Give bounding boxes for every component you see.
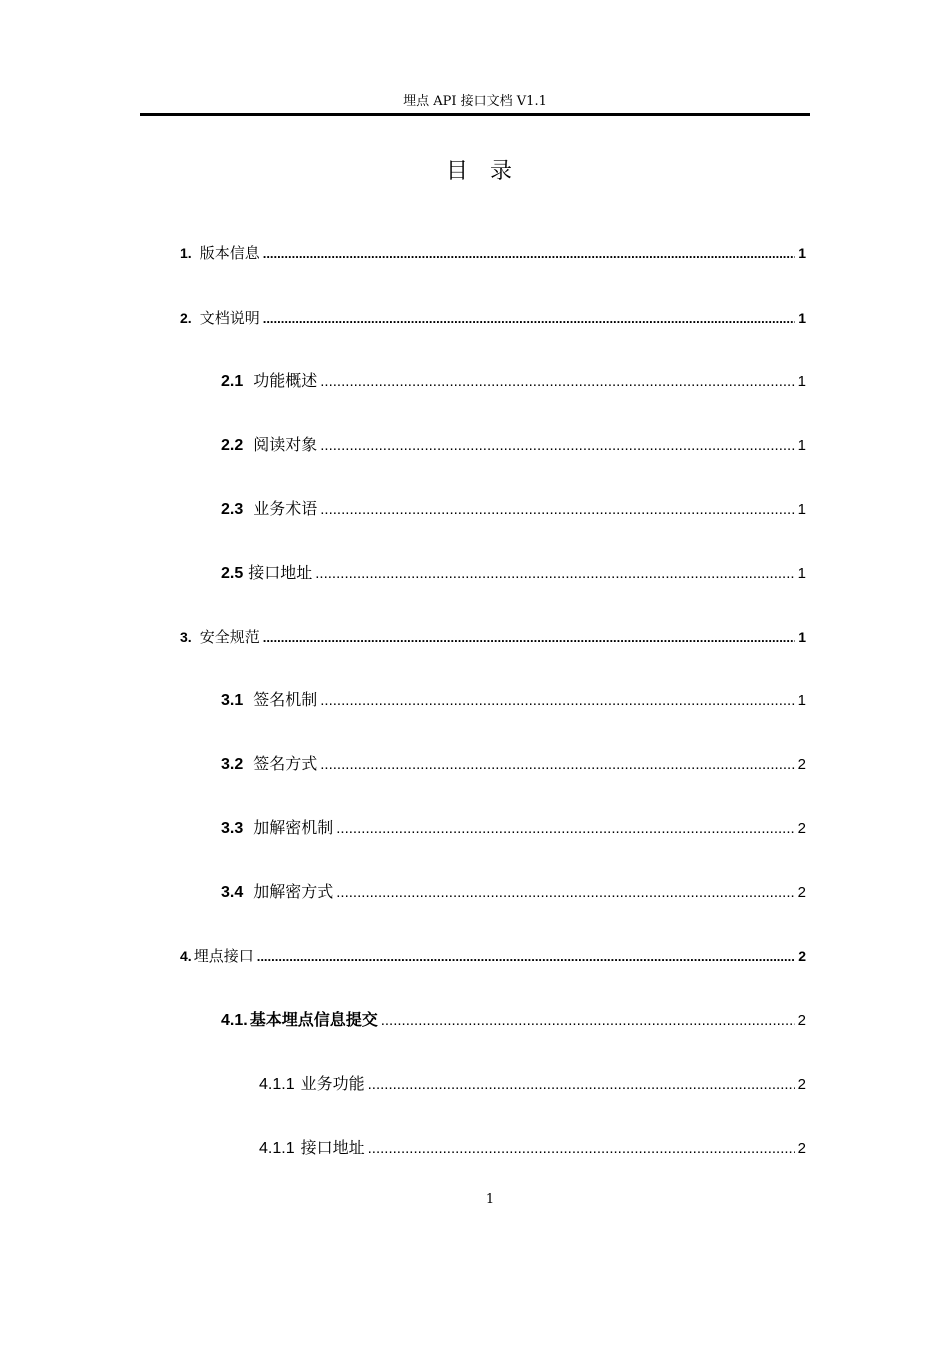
toc-entry-title: 业务术语 — [253, 499, 318, 518]
toc-leader-dots — [320, 756, 794, 773]
toc-entry-title: 加解密机制 — [253, 818, 334, 837]
toc-entry-number: 2. — [180, 310, 192, 326]
toc-leader-dots — [263, 246, 796, 261]
toc-entry-number: 3.1 — [221, 692, 244, 709]
toc-entry-page: 2 — [797, 1076, 806, 1093]
toc-entry-page: 1 — [798, 629, 806, 645]
toc-leader-dots — [336, 884, 794, 901]
toc-entry-title: 签名方式 — [253, 754, 318, 773]
toc-leader-dots — [368, 1140, 795, 1157]
header-rule — [140, 113, 810, 116]
page-number: 1 — [485, 1192, 495, 1207]
toc-entry-page: 1 — [797, 565, 806, 582]
toc-entry-number: 4.1.1 — [259, 1076, 295, 1093]
toc-entry[interactable] — [221, 560, 806, 583]
toc-entry-title: 埋点接口 — [193, 947, 254, 965]
toc-entry[interactable] — [221, 751, 806, 774]
toc-entry[interactable] — [180, 626, 806, 647]
toc-entry-title: 功能概述 — [253, 371, 318, 390]
toc-entry[interactable] — [221, 1007, 806, 1030]
toc-entry-page: 2 — [798, 948, 806, 964]
toc-leader-dots — [320, 373, 794, 390]
toc-entry-title: 阅读对象 — [253, 435, 318, 454]
toc-leader-dots — [336, 820, 794, 837]
toc-entry[interactable] — [221, 496, 806, 519]
toc-entry-title: 版本信息 — [199, 244, 260, 262]
toc-entry[interactable] — [221, 432, 806, 455]
toc-entry-title: 接口地址 — [300, 1138, 365, 1157]
toc-entry-title: 签名机制 — [253, 690, 318, 709]
toc-leader-dots — [320, 437, 794, 454]
toc-leader-dots — [320, 501, 794, 518]
toc-entry-title: 业务功能 — [300, 1074, 365, 1093]
toc-entry[interactable] — [180, 242, 806, 263]
toc-entry-number: 3.3 — [221, 820, 244, 837]
toc-entry-title: 安全规范 — [199, 628, 260, 646]
toc-entry-title: 文档说明 — [199, 309, 260, 327]
toc-entry-number: 3.4 — [221, 884, 244, 901]
toc-entry-number: 4.1. — [221, 1012, 248, 1029]
toc-title: 目录 — [445, 159, 534, 184]
toc-entry[interactable] — [259, 1071, 806, 1094]
toc-entry-number: 1. — [180, 245, 192, 261]
toc-entry[interactable] — [180, 307, 806, 328]
toc-leader-dots — [257, 949, 796, 964]
toc-entry-number: 2.5 — [221, 565, 244, 582]
toc-entry-title: 基本埋点信息提交 — [249, 1010, 378, 1029]
toc-entry-page: 1 — [798, 245, 806, 261]
toc-entry-page: 1 — [797, 437, 806, 454]
toc-leader-dots — [320, 692, 794, 709]
toc-entry-number: 4.1.1 — [259, 1140, 295, 1157]
toc-entry-page: 2 — [797, 820, 806, 837]
toc-leader-dots — [368, 1076, 795, 1093]
toc-entry-number: 2.1 — [221, 373, 244, 390]
toc-entry-number: 3.2 — [221, 756, 244, 773]
toc-entry-page: 2 — [797, 1012, 806, 1029]
toc-entry-page: 1 — [797, 373, 806, 390]
toc-entry[interactable] — [221, 687, 806, 710]
toc-entry-title: 加解密方式 — [253, 882, 334, 901]
toc-entry[interactable] — [259, 1135, 806, 1158]
toc-entry-page: 1 — [797, 692, 806, 709]
toc-leader-dots — [263, 311, 796, 326]
toc-entry-title: 接口地址 — [248, 563, 313, 582]
toc-entry-page: 1 — [798, 310, 806, 326]
toc-entry-number: 3. — [180, 629, 192, 645]
toc-entry-page: 2 — [797, 756, 806, 773]
toc-entry[interactable] — [180, 945, 806, 966]
toc-leader-dots — [315, 565, 794, 582]
page-header: 埋点 API 接口文档 V1.1 — [403, 94, 547, 109]
toc-entry-number: 2.3 — [221, 501, 244, 518]
toc-leader-dots — [263, 630, 796, 645]
toc-entry-page: 2 — [797, 884, 806, 901]
toc-entry[interactable] — [221, 815, 806, 838]
toc-entry-page: 1 — [797, 501, 806, 518]
toc-entry[interactable] — [221, 368, 806, 391]
toc-leader-dots — [381, 1012, 795, 1029]
toc-entry-page: 2 — [797, 1140, 806, 1157]
toc-entry-number: 2.2 — [221, 437, 244, 454]
toc-entry[interactable] — [221, 879, 806, 902]
toc-entry-number: 4. — [180, 948, 192, 964]
